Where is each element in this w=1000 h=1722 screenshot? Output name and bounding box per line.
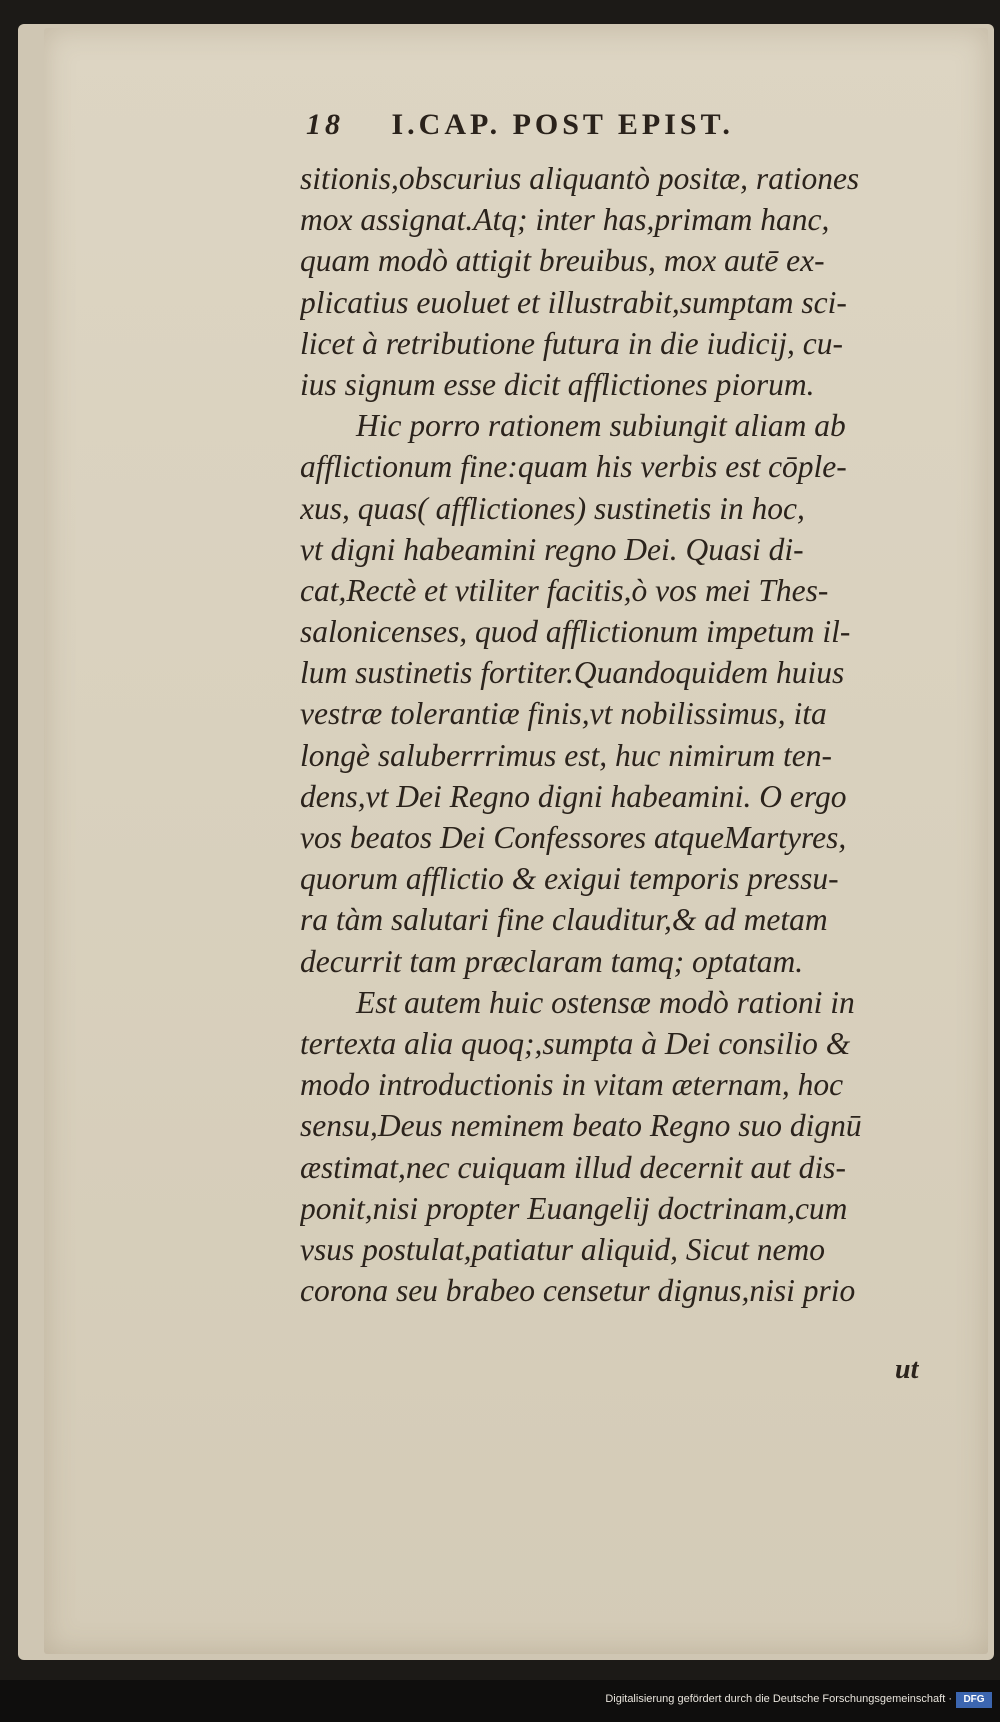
text-line: xus, quas( afflictiones) sustinetis in hoc,	[300, 490, 805, 526]
text-line: sensu,Deus neminem beato Regno suo dignū	[300, 1108, 862, 1144]
text-line: modo introductionis in vitam æternam, hoc	[300, 1067, 844, 1103]
text-line: Est autem huic ostensæ modò rationi in	[356, 984, 855, 1020]
text-line: ra tàm salutari fine clauditur,& ad metam	[300, 902, 828, 938]
running-header	[306, 108, 866, 148]
text-line: ius signum esse dicit afflictiones piorum.	[300, 366, 815, 402]
text-line: sitionis,obscurius aliquantò positæ, rationes	[300, 161, 860, 196]
text-line: vestræ tolerantiæ finis,vt nobilissimus, ita	[300, 696, 827, 732]
text-line: mox assignat.Atq; inter has,primam hanc,	[300, 202, 830, 238]
text-line: quam modò attigit breuibus, mox autē ex-	[300, 243, 825, 279]
text-line: dens,vt Dei Regno digni habeamini. O ergo	[300, 778, 847, 814]
running-title: I.CAP. POST EPIST.	[391, 108, 734, 141]
text-line: quorum afflictio & exigui temporis pressu-	[300, 861, 839, 897]
text-line: plicatius euoluet et illustrabit,sumptam sci-	[300, 284, 847, 320]
text-line: ponit,nisi propter Euangelij doctrinam,cum	[300, 1190, 848, 1226]
text-line: vt digni habeamini regno Dei. Quasi di-	[300, 531, 804, 567]
catchword: ut	[895, 1354, 919, 1385]
text-line: lum sustinetis fortiter.Quandoquidem huius	[300, 655, 845, 691]
text-line: Hic porro rationem subiungit aliam ab	[356, 408, 846, 444]
text-line: licet à retributione futura in die iudicij, cu-	[300, 325, 843, 361]
text-line: afflictionum fine:quam his verbis est cōple-	[300, 449, 847, 485]
text-line: cat,Rectè et vtiliter facitis,ò vos mei Thes-	[300, 572, 829, 608]
dfg-logo: DFG	[956, 1692, 992, 1708]
text-line: vos beatos Dei Confessores atqueMartyres,	[300, 820, 847, 855]
text-line: tertexta alia quoq;,sumpta à Dei consilio &	[300, 1025, 851, 1061]
page-number: 18	[306, 108, 344, 141]
text-line: corona seu brabeo censetur dignus,nisi prio	[300, 1273, 856, 1309]
text-line: decurrit tam præclaram tamq; optatam.	[300, 943, 804, 979]
body-text	[300, 158, 940, 1311]
funding-credit: Digitalisierung gefördert durch die Deutsche Forschungsgemeinschaft ·	[605, 1693, 952, 1705]
text-line: vsus postulat,patiatur aliquid, Sicut nemo	[300, 1231, 825, 1267]
text-line: salonicenses, quod afflictionum impetum il-	[300, 614, 851, 650]
footer-bar	[0, 1680, 1000, 1722]
text-line: æstimat,nec cuiquam illud decernit aut dis-	[300, 1149, 846, 1185]
text-line: longè saluberrrimus est, huc nimirum ten-	[300, 737, 832, 773]
